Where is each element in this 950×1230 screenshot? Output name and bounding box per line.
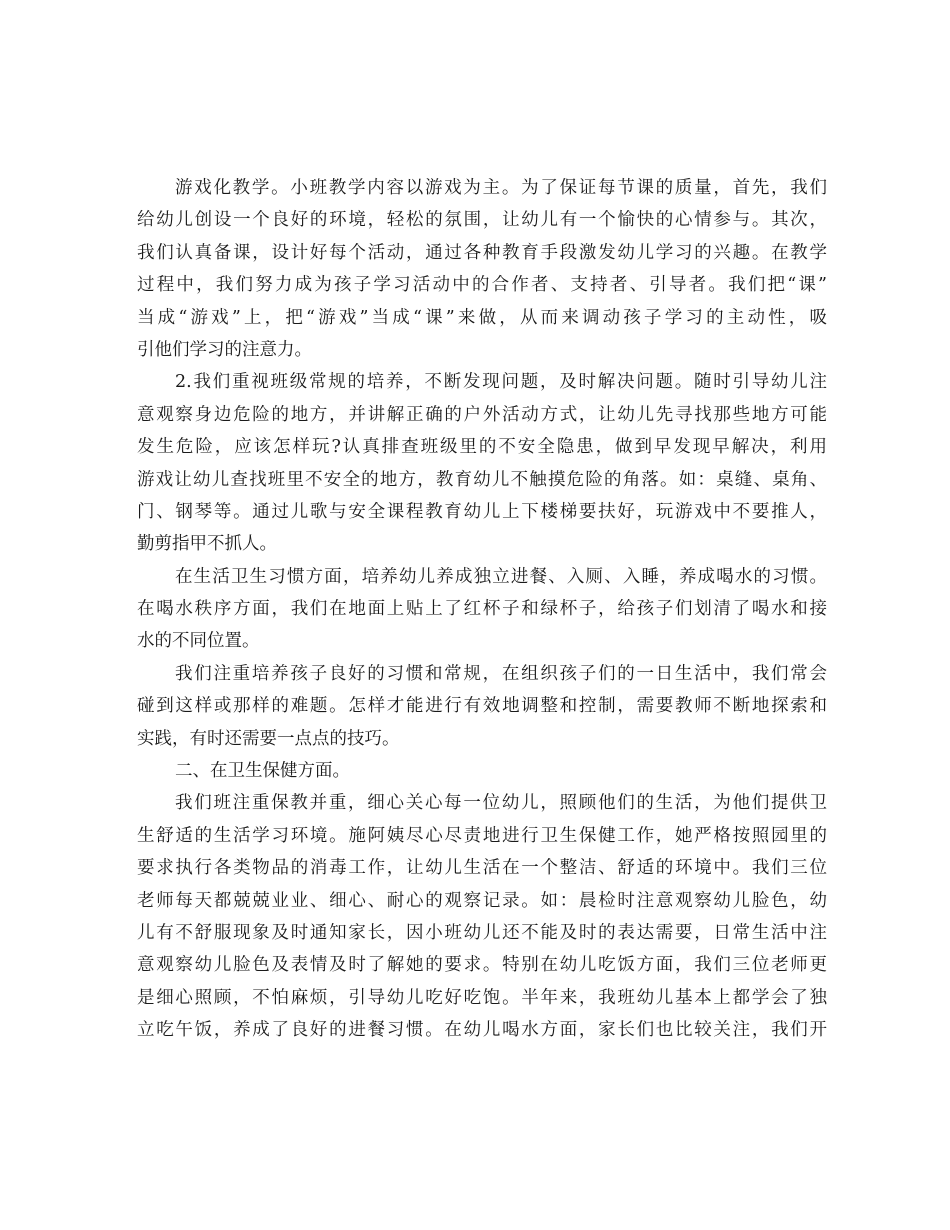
text-line: 我们班注重保教并重，细心关心每一位幼儿，照顾他们的生活，为他们提供卫 [175, 793, 827, 814]
text-line: 立吃午饭，养成了良好的进餐习惯。在幼儿喝水方面，家长们也比较关注，我们开 [137, 1020, 827, 1041]
text-line: 水的不同位置。 [137, 631, 260, 652]
text-line: 我们注重培养孩子良好的习惯和常规，在组织孩子们的一日生活中，我们常会 [175, 663, 827, 684]
text-line: 勤剪指甲不抓人。 [137, 534, 277, 555]
text-line: 2.我们重视班级常规的培养，不断发现问题，及时解决问题。随时引导幼儿注 [175, 372, 827, 393]
text-line: 门、钢琴等。通过儿歌与安全课程教育幼儿上下楼梯要扶好，玩游戏中不要推人， [137, 501, 827, 522]
text-line: 意观察身边危险的地方，并讲解正确的户外活动方式，让幼儿先寻找那些地方可能 [137, 404, 827, 425]
text-line: 在生活卫生习惯方面，培养幼儿养成独立进餐、入厕、入睡，养成喝水的习惯。 [175, 566, 827, 587]
text-line: 意观察幼儿脸色及表情及时了解她的要求。特别在幼儿吃饭方面，我们三位老师更 [137, 955, 827, 976]
text-line: 给幼儿创设一个良好的环境，轻松的氛围，让幼儿有一个愉快的心情参与。其次， [137, 210, 827, 231]
text-line: 老师每天都兢兢业业、细心、耐心的观察记录。如：晨检时注意观察幼儿脸色，幼 [137, 890, 827, 911]
text-line: 过程中，我们努力成为孩子学习活动中的合作者、支持者、引导者。我们把“课” [137, 275, 827, 296]
text-line: 二、在卫生保健方面。 [175, 761, 350, 782]
text-line: 实践，有时还需要一点点的技巧。 [137, 728, 400, 749]
text-line: 我们认真备课，设计好每个活动，通过各种教育手段激发幼儿学习的兴趣。在教学 [137, 242, 827, 263]
text-line: 碰到这样或那样的难题。怎样才能进行有效地调整和控制，需要教师不断地探索和 [137, 696, 827, 717]
text-line: 引他们学习的注意力。 [137, 339, 312, 360]
text-line: 生舒适的生活学习环境。施阿姨尽心尽责地进行卫生保健工作，她严格按照园里的 [137, 825, 827, 846]
text-line: 游戏让幼儿查找班里不安全的地方，教育幼儿不触摸危险的角落。如：桌缝、桌角、 [137, 469, 827, 490]
text-line: 当成“游戏”上，把“游戏”当成“课”来做，从而来调动孩子学习的主动性，吸 [137, 307, 827, 328]
document-body [137, 172, 827, 1047]
text-line: 在喝水秩序方面，我们在地面上贴上了红杯子和绿杯子，给孩子们划清了喝水和接 [137, 599, 827, 620]
text-line: 游戏化教学。小班教学内容以游戏为主。为了保证每节课的质量，首先，我们 [175, 178, 827, 198]
text-line: 儿有不舒服现象及时通知家长，因小班幼儿还不能及时的表达需要，日常生活中注 [137, 922, 827, 943]
text-line: 发生危险，应该怎样玩?认真排查班级里的不安全隐患，做到早发现早解决，利用 [137, 437, 827, 458]
text-line: 是细心照顾，不怕麻烦，引导幼儿吃好吃饱。半年来，我班幼儿基本上都学会了独 [137, 987, 827, 1008]
text-line: 要求执行各类物品的消毒工作，让幼儿生活在一个整洁、舒适的环境中。我们三位 [137, 858, 827, 879]
